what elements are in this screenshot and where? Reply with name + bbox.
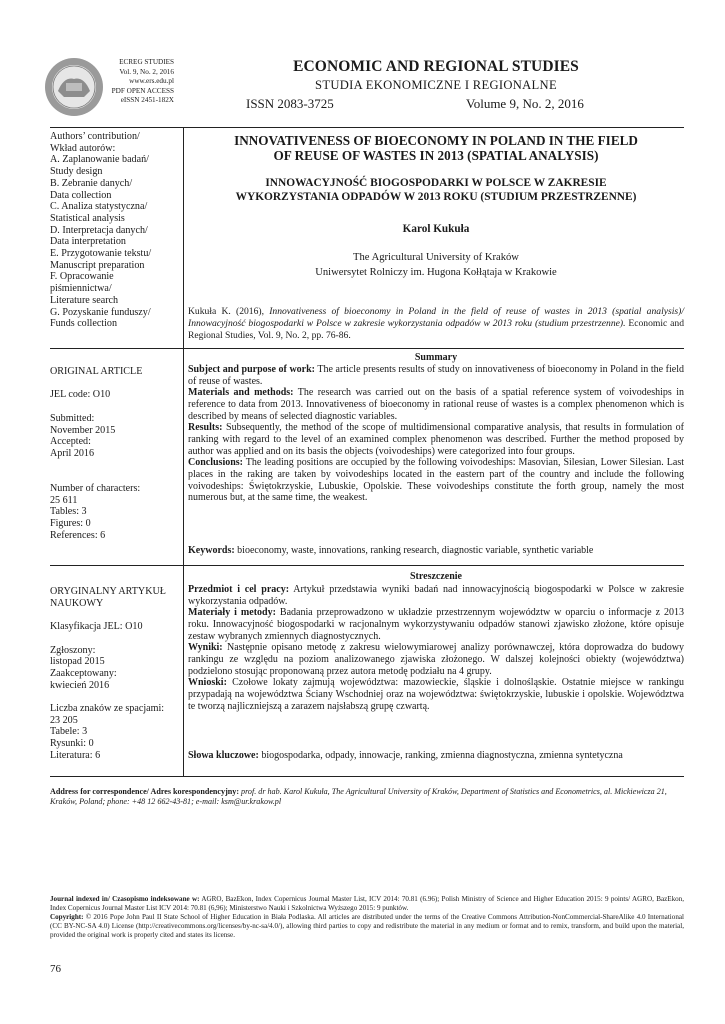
info-line: JEL code: O10 [50, 389, 111, 401]
meta-line: Vol. 9, No. 2, 2016 [119, 67, 174, 76]
streszczenie-conclusions [188, 677, 684, 712]
info-line [50, 609, 180, 621]
contribution-line: Data interpretation [50, 236, 126, 248]
citation-title: Innovativeness of bioeconomy in Poland in the field of reuse of wastes in 2013 (spatial analysis)/ Innowacyjność biogospodarki w Polsce w zakresie wykorzystania odpadów w 2013 roku (studium przestrzenne). [188, 306, 684, 329]
keywords-text: bioeconomy, waste, innovations, ranking research, diagnostic variable, synthetic variable [234, 545, 594, 556]
journal-meta [108, 58, 174, 106]
streszczenie-label: Materiały i metody: [188, 607, 276, 619]
streszczenie-text: Czołowe lokaty zajmują województwa: mazowieckie, śląskie i dolnośląskie. Ostatnie miejsce w rankingu przypadają na województwa Ściany Wschodniej oraz na województwa: świętokrzyskie, lubuskie i opolskie. Województwa te tworzą najliczniejszą a zarazem najsłabszą grupę czwartą. [188, 677, 684, 712]
summary-results [188, 422, 684, 457]
volume-info: Volume 9, No. 2, 2016 [466, 96, 584, 111]
info-line: Tabele: 3 [50, 726, 88, 738]
streszczenie-text: Artykuł przedstawia wyniki badań nad innowacyjnością biogospodarki w Polsce w zakresie wykorzystania odpadów. [188, 584, 684, 607]
summary-label: Materials and methods: [188, 387, 294, 399]
info-line: Tables: 3 [50, 506, 87, 518]
streszczenie-text: Następnie opisano metodę z zakresu wielowymiarowej analizy porównawczej, która doprowadza do budowy rankingu ze względu na poziom analizowanego zjawiska złożonego. W dalszej kolejności obiekty (województwa) podzielono stosując proponowaną przez autora metodę podziału na 4 grupy. [188, 642, 684, 677]
meta-line: PDF OPEN ACCESS [111, 86, 174, 95]
info-line: Klasyfikacja JEL: O10 [50, 621, 143, 633]
correspondence-text: prof. dr hab. Karol Kukuła, The Agricultural University of Kraków, Department of Statistics and Econometrics, al. Mickiewicza 21, Kraków, Poland; phone: +48 12 662-43-81; e-mail: ksm@ur.krakow.pl [50, 787, 667, 807]
meta-line: www.ers.edu.pl [129, 77, 174, 86]
info-line: ORYGINALNY ARTYKUŁ [50, 586, 166, 597]
streszczenie-text: Badania przeprowadzono w układzie przestrzennym województw w oparciu o informacje z 2013 roku. Innowacyjność biogospodarki w racjonalnym wykorzystywaniu odpadów stanowi zjawisko złożone, które opisuje zestaw wybranych zmiennych diagnostycznych. [188, 607, 684, 642]
info-line: kwiecień 2016 [50, 679, 110, 691]
journal-title: ECONOMIC AND REGIONAL STUDIES [293, 58, 579, 75]
summary-purpose [188, 364, 684, 387]
info-line: NAUKOWY [50, 597, 104, 609]
article-info-pl [50, 586, 180, 762]
info-line: Zaakceptowany: [50, 667, 117, 679]
title-line: OF REUSE OF WASTES IN 2013 (SPATIAL ANALYSIS) [273, 148, 599, 163]
bottom-divider [50, 776, 684, 777]
info-line: Number of characters: [50, 483, 141, 495]
info-line: Literatura: 6 [50, 749, 101, 761]
info-line: November 2015 [50, 424, 116, 436]
copyright-note [50, 913, 684, 940]
info-line [50, 471, 180, 483]
summary-body [188, 364, 684, 504]
info-line [50, 691, 180, 703]
info-line: 25 611 [50, 494, 78, 506]
info-line [50, 633, 180, 645]
contribution-line: piśmiennictwa/ [50, 283, 112, 295]
citation-suffix: Economic and Regional Studies, Vol. 9, No. 2, pp. 76-86. [188, 317, 684, 341]
contribution-line: D. Interpretacja danych/ [50, 224, 148, 236]
streszczenie-label: Wnioski: [188, 677, 227, 689]
summary-text: The research was carried out on the basis of a spatial reference system of voivodeships in reference to data from 2013. Innovativeness of bioeconomy in rational reuse of wastes is a complex phenomenon which is described by means of selected diagnostic variables. [188, 387, 684, 422]
header-divider [50, 127, 684, 128]
sidebar-divider [50, 565, 183, 566]
streszczenie-label: Wyniki: [188, 642, 223, 654]
info-line: Liczba znaków ze spacjami: [50, 703, 165, 715]
page-number: 76 [50, 963, 61, 975]
info-line: Submitted: [50, 412, 95, 424]
journal-subtitle: STUDIA EKONOMICZNE I REGIONALNE [315, 78, 557, 92]
indexing-note [50, 895, 684, 913]
affiliation [188, 251, 684, 280]
summary-label: Subject and purpose of work: [188, 364, 315, 375]
summary-text: Subsequently, the method of the scope of multidimensional comparative analysis, that results in formulation of ranking with regard to the level of an examined complex phenomenon was described. Further the method proposed by author was applied and on its basis the objects (voivodeships) were categorized into four groups. [188, 422, 684, 457]
summary-text: The leading positions are occupied by the following voivodeships: Masovian, Silesian, Lower Silesian. Last places in the raking are taken by voivodeships located in the eastern part of the country and include the following voivodeships: Świętokrzyskie, Lubuskie, Opolskie. These voivodeships constitute the forth group, namely the most numerous but, at the same time, the weakest. [188, 457, 684, 504]
info-line: 23 205 [50, 714, 78, 726]
author-name: Karol Kukuła [402, 223, 470, 235]
journal-seal-logo [44, 57, 104, 117]
keywords-label: Keywords: [188, 545, 235, 556]
issn: ISSN 2083-3725 [246, 96, 334, 111]
sidebar-divider [50, 348, 183, 349]
footer-notes [50, 895, 684, 940]
contribution-line: E. Przygotowanie tekstu/ [50, 248, 152, 260]
streszczenie-results [188, 642, 684, 677]
citation-prefix: Kukuła K. (2016), [188, 306, 270, 317]
summary-conclusions [188, 457, 684, 504]
authors-contribution [50, 131, 180, 330]
contribution-line: G. Pozyskanie funduszy/ [50, 306, 151, 318]
summary-divider [183, 348, 684, 349]
info-line [50, 378, 180, 390]
contribution-line: C. Analiza statystyczna/ [50, 201, 148, 213]
contribution-line: Data collection [50, 189, 112, 201]
column-divider [183, 127, 184, 776]
summary-label: Conclusions: [188, 457, 244, 469]
meta-line: eISSN 2451-182X [120, 96, 174, 105]
summary-label: Results: [188, 422, 223, 434]
summary-heading: Summary [414, 352, 458, 363]
contribution-line: Authors’ contribution/ [50, 131, 140, 142]
info-line: References: 6 [50, 529, 106, 541]
title-line: INNOVATIVENESS OF BIOECONOMY IN POLAND IN THE FIELD [234, 133, 638, 148]
summary-methods [188, 387, 684, 422]
contribution-line: Statistical analysis [50, 212, 125, 224]
title-line: INNOWACYJNOŚĆ BIOGOSPODARKI W POLSCE W ZAKRESIE [265, 177, 607, 189]
summary-text: The article presents results of study on innovativeness of bioeconomy in Poland in the field of reuse of wastes. [188, 364, 684, 387]
info-line [50, 460, 180, 472]
streszczenie-body [188, 584, 684, 712]
article-info-en [50, 366, 180, 542]
streszczenie-heading: Streszczenie [409, 571, 462, 582]
title-line: WYKORZYSTANIA ODPADÓW W 2013 ROKU (STUDIUM PRZESTRZENNE) [235, 190, 637, 203]
info-line: ORIGINAL ARTICLE [50, 366, 143, 377]
keywords-label: Słowa kluczowe: [188, 750, 259, 761]
info-line: April 2016 [50, 447, 95, 459]
article-title-en [188, 133, 684, 163]
info-line: Accepted: [50, 436, 91, 448]
summary-keywords [188, 545, 684, 557]
contribution-line: Manuscript preparation [50, 259, 145, 271]
copyright-label: Copyright: [50, 913, 84, 921]
info-line: Zgłoszony: [50, 644, 96, 656]
streszczenie-label: Przedmiot i cel pracy: [188, 584, 290, 595]
indexed-label: Journal indexed in/ Czasopismo indeksowane w: [50, 895, 200, 903]
contribution-line: Literature search [50, 294, 119, 306]
citation [188, 306, 684, 341]
streszczenie-divider [183, 565, 684, 566]
info-line: Figures: 0 [50, 518, 91, 530]
contribution-line: F. Opracowanie [50, 271, 114, 283]
contribution-line: Funds collection [50, 318, 118, 330]
copyright-text: © 2016 Pope John Paul II State School of Higher Education in Biała Podlaska. All articles are distributed under the terms of the Creative Commons Attribution-NonCommercial-ShareAlike 4.0 International (CC BY-NC-SA 4.0) License (http://creativecommons.org/licenses/by-nc-sa/4.0/), allowing third parties to copy and redistribute the material in any medium or format and to remix, transform, and build upon the material, provided the original work is properly cited and states its license. [50, 913, 684, 939]
info-line: Rysunki: 0 [50, 738, 94, 750]
streszczenie-purpose [188, 584, 684, 607]
contribution-line: Wkład autorów: [50, 142, 116, 154]
indexed-text: AGRO, BazEkon, Index Copernicus Journal Master List, ICV 2014: 70.81 (6.96); Polish Ministry of Science and Higher Education 2015: 9 points/ AGRO, BazEkon, Index Copernicus Journal Master List ICV 2014: 70.81 (6,96); Ministerstwo Nauki i Szkolnictwa Wyższego 2015: 9 punktów. [50, 895, 685, 912]
correspondence-label: Address for correspondence/ Adres korespondencyjny: [50, 787, 240, 796]
correspondence [50, 787, 684, 808]
streszczenie-methods [188, 607, 684, 642]
contribution-line: Study design [50, 166, 103, 178]
meta-line: ECREG STUDIES [119, 58, 174, 66]
affiliation-pl: Uniwersytet Rolniczy im. Hugona Kołłątaja w Krakowie [315, 266, 557, 278]
contribution-line: B. Zebranie danych/ [50, 177, 133, 189]
streszczenie-keywords [188, 750, 684, 762]
article-title-pl [188, 177, 684, 204]
contribution-line: A. Zaplanowanie badań/ [50, 154, 149, 166]
info-line: listopad 2015 [50, 656, 105, 668]
info-line [50, 401, 180, 413]
affiliation-en: The Agricultural University of Kraków [353, 252, 519, 263]
keywords-text: biogospodarka, odpady, innowacje, ranking, zmienna diagnostyczna, zmienna syntetyczna [258, 750, 623, 761]
